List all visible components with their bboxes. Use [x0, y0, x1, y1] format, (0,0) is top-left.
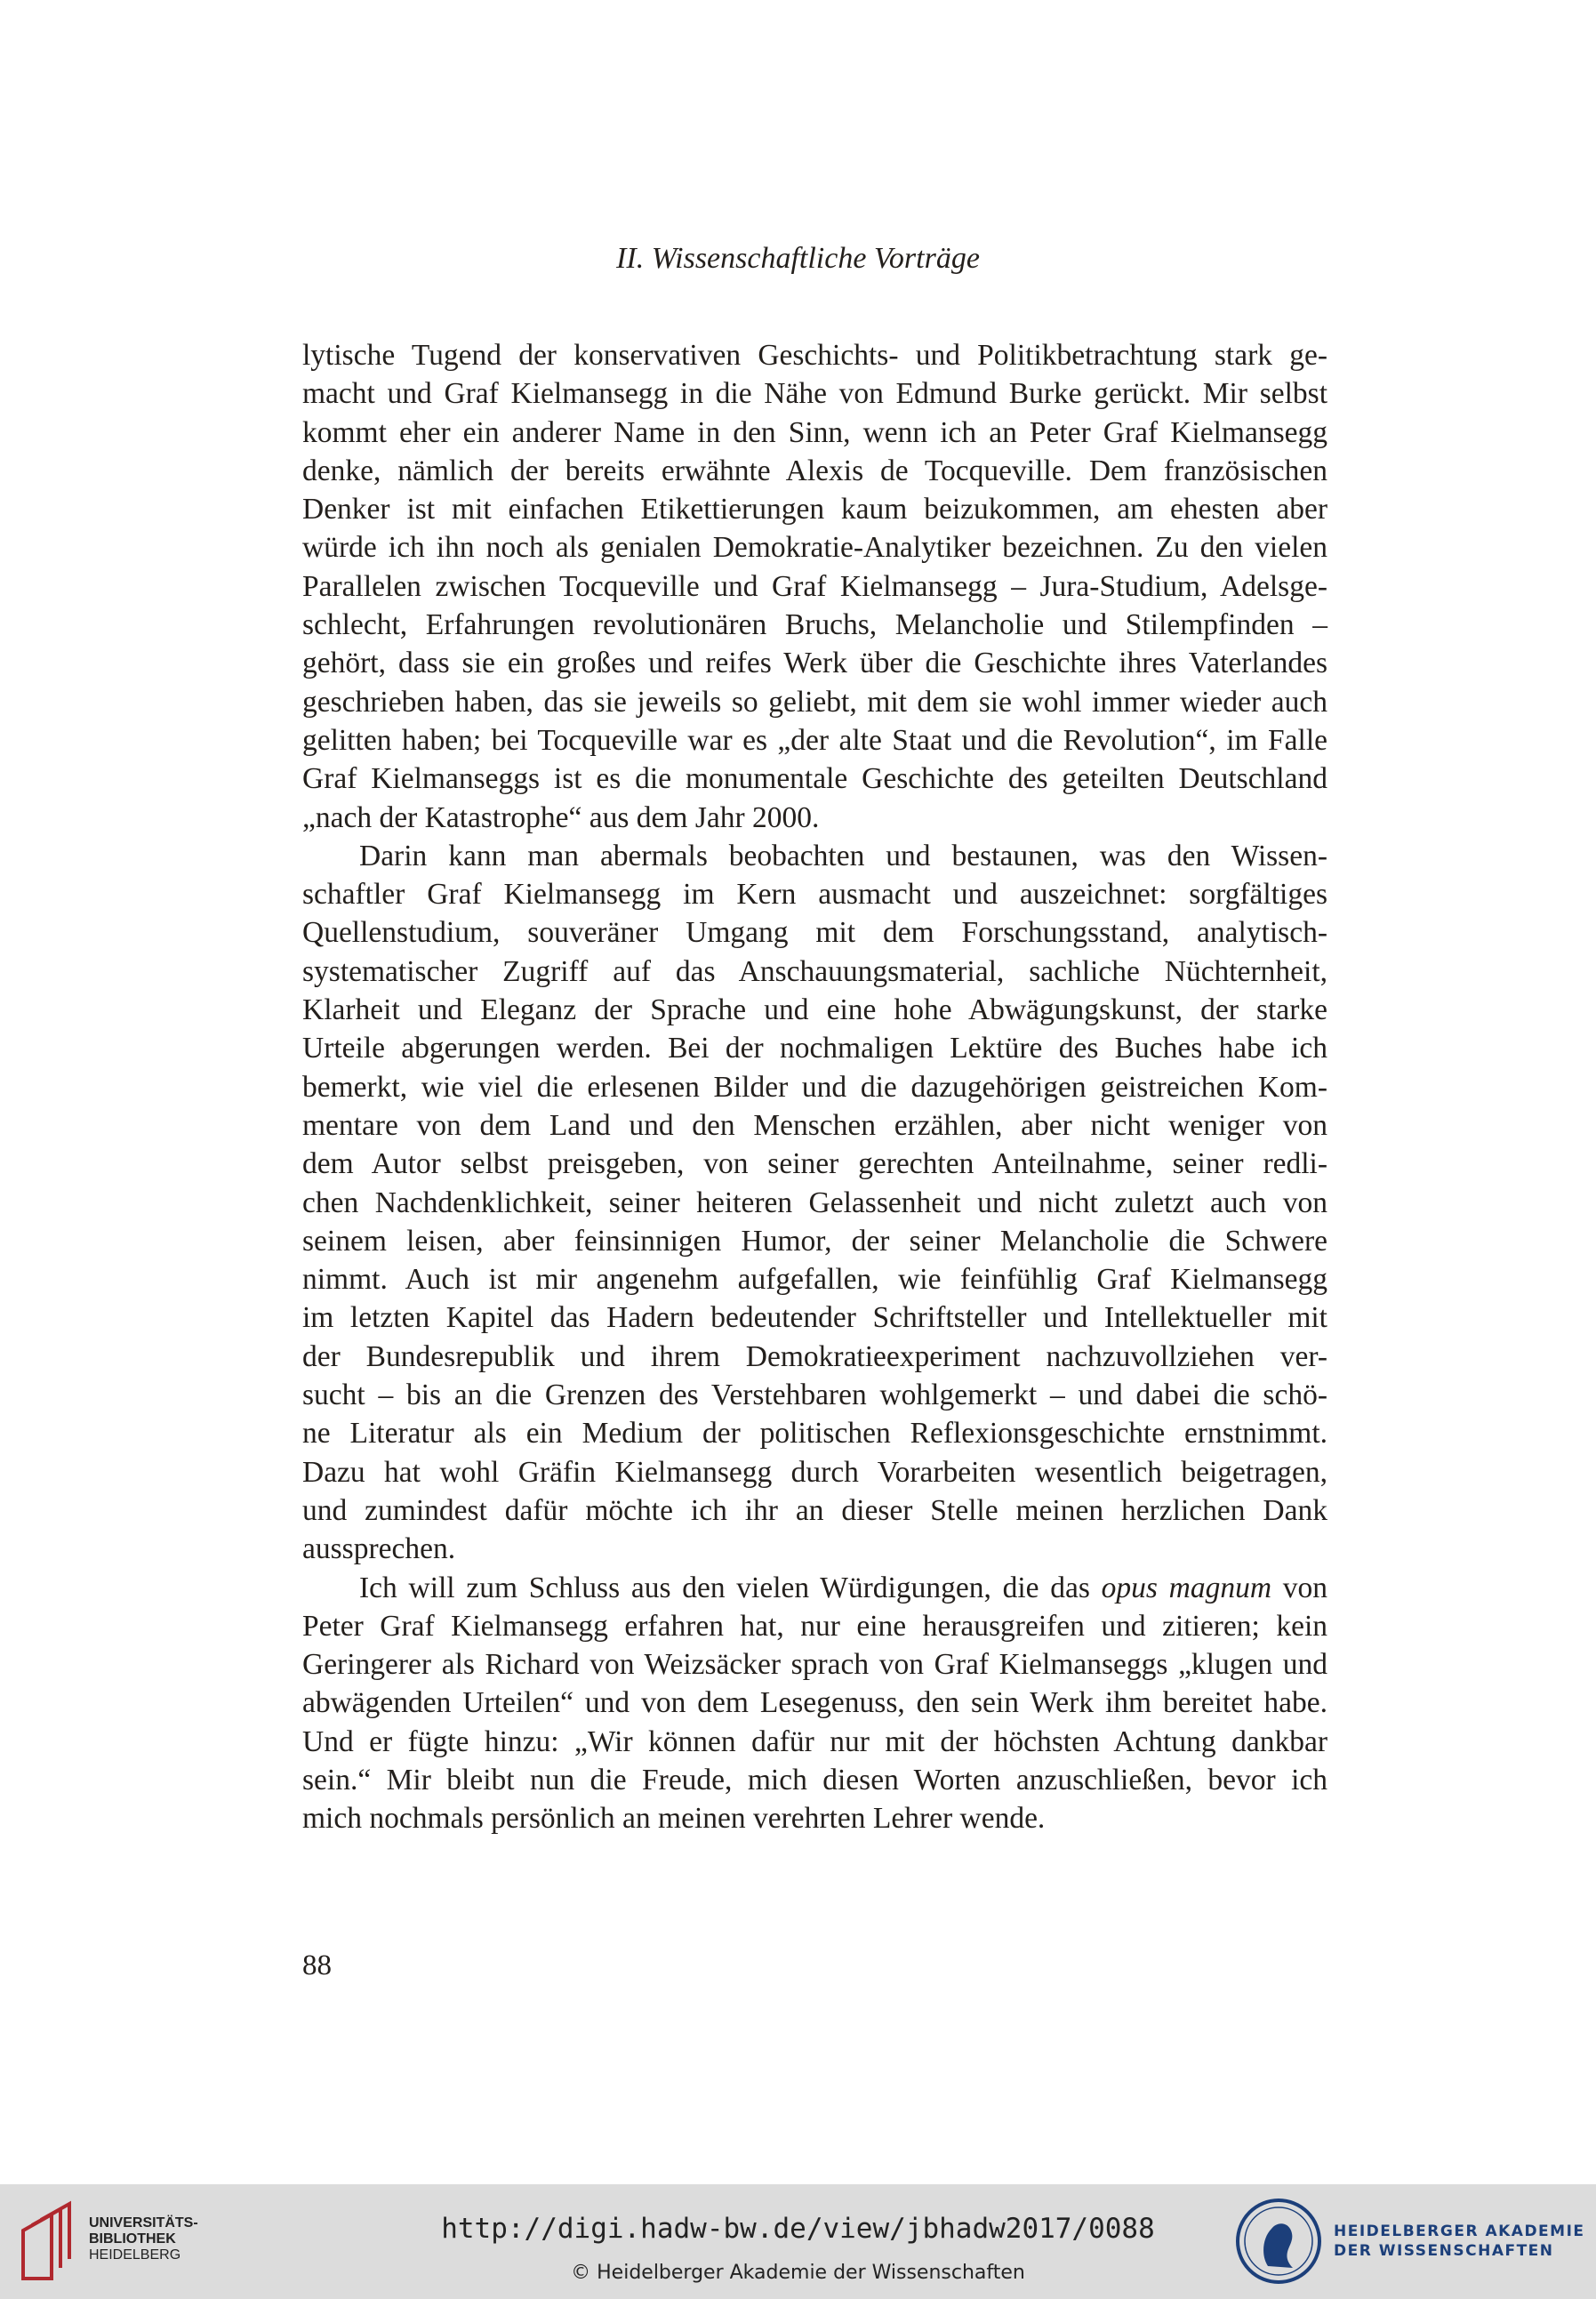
- text-line: aussprechen.: [302, 1532, 456, 1566]
- text-line: und zumindest dafür möchte ich ihr an dieser Stelle meinen herzlichen Dank: [302, 1493, 1327, 1527]
- text-line: lytische Tugend der konservativen Geschichts- und Politikbetrachtung stark ge-: [302, 339, 1327, 372]
- academy-seal-icon: [1234, 2197, 1323, 2286]
- text-run: von: [1282, 1571, 1328, 1604]
- library-name-line: HEIDELBERG: [89, 2247, 181, 2263]
- text-line: [302, 1569, 1327, 1607]
- body-text: [302, 336, 1327, 1838]
- text-line: sucht – bis an die Grenzen des Verstehbaren wohlgemerkt – und dabei die schö-: [302, 1379, 1327, 1412]
- text-line: Graf Kielmanseggs ist es die monumentale Geschichte des geteilten Deutschland: [302, 762, 1327, 796]
- text-line: würde ich ihn noch als genialen Demokratie-Analytiker bezeichnen. Zu den vielen: [302, 531, 1327, 565]
- text-line: nimmt. Auch ist mir angenehm aufgefallen, wie feinfühlig Graf Kielmansegg: [302, 1263, 1327, 1297]
- academy-name-line: HEIDELBERGER AKADEMIE: [1334, 2223, 1585, 2240]
- text-line: seinem leisen, aber feinsinnigen Humor, der seiner Melancholie die Schwere: [302, 1224, 1327, 1258]
- text-line: schlecht, Erfahrungen revolutionären Bruchs, Melancholie und Stilempfinden –: [302, 608, 1327, 642]
- text-line: systematischer Zugriff auf das Anschauungsmaterial, sachliche Nüchternheit,: [302, 954, 1327, 988]
- text-line: bemerkt, wie viel die erlesenen Bilder und die dazugehörigen geistreichen Kom-: [302, 1070, 1327, 1104]
- text-line: Parallelen zwischen Tocqueville und Graf Kielmansegg – Jura-Studium, Adelsge-: [302, 569, 1327, 603]
- text-line: Peter Graf Kielmansegg erfahren hat, nur eine herausgreifen und zitieren; kein: [302, 1609, 1327, 1643]
- text-line: chen Nachdenklichkeit, seiner heiteren Gelassenheit und nicht zuletzt auch von: [302, 1186, 1327, 1219]
- text-line: Urteile abgerungen werden. Bei der nochmaligen Lektüre des Buches habe ich: [302, 1032, 1327, 1065]
- footer-bar: [0, 2184, 1596, 2299]
- text-line: Und er fügte hinzu: „Wir können dafür nur mit der höchsten Achtung dankbar: [302, 1724, 1327, 1758]
- library-name-line: UNIVERSITÄTS-: [89, 2215, 198, 2231]
- academy-name-line: DER WISSENSCHAFTEN: [1334, 2242, 1554, 2260]
- text-line: denke, nämlich der bereits erwähnte Alexis de Tocqueville. Dem französischen: [302, 454, 1327, 487]
- text-line: Quellenstudium, souveräner Umgang mit dem Forschungsstand, analytisch-: [302, 916, 1327, 950]
- text-line: mentare von dem Land und den Menschen erzählen, aber nicht weniger von: [302, 1108, 1327, 1142]
- text-run: Ich will zum Schluss aus den vielen Würdigungen, die das: [359, 1571, 1090, 1604]
- text-line: mich nochmals persönlich an meinen verehrten Lehrer wende.: [302, 1802, 1046, 1836]
- text-line: im letzten Kapitel das Hadern bedeutender Schriftsteller und Intellektueller mit: [302, 1301, 1327, 1335]
- permalink-url[interactable]: http://digi.hadw-bw.de/view/jbhadw2017/0088: [441, 2213, 1155, 2245]
- text-line: Dazu hat wohl Gräfin Kielmansegg durch Vorarbeiten wesentlich beigetragen,: [302, 1455, 1327, 1489]
- page-number: 88: [302, 1949, 332, 1981]
- text-line: „nach der Katastrophe“ aus dem Jahr 2000.: [302, 800, 820, 834]
- text-line: dem Autor selbst preisgeben, von seiner gerechten Anteilnahme, seiner redli-: [302, 1147, 1327, 1181]
- text-line: sein.“ Mir bleibt nun die Freude, mich diesen Worten anzuschließen, bevor ich: [302, 1763, 1327, 1797]
- copyright-notice: © Heidelberger Akademie der Wissenschaften: [571, 2262, 1025, 2284]
- text-line: geschrieben haben, das sie jeweils so geliebt, mit dem sie wohl immer wieder auch: [302, 685, 1327, 719]
- text-line: ne Literatur als ein Medium der politischen Reflexionsgeschichte ernstnimmt.: [302, 1417, 1327, 1451]
- text-line: Geringerer als Richard von Weizsäcker sprach von Graf Kielmanseggs „klugen und: [302, 1648, 1327, 1682]
- text-line: Klarheit und Eleganz der Sprache und eine hohe Abwägungskunst, der starke: [302, 993, 1327, 1027]
- text-line: Darin kann man abermals beobachten und bestaunen, was den Wissen-: [359, 839, 1327, 872]
- text-line: macht und Graf Kielmansegg in die Nähe von Edmund Burke gerückt. Mir selbst: [302, 377, 1327, 411]
- text-line: der Bundesrepublik und ihrem Demokratieexperiment nachzuvollziehen ver-: [302, 1339, 1327, 1373]
- text-line: schaftler Graf Kielmansegg im Kern ausmacht und auszeichnet: sorgfältiges: [302, 878, 1327, 912]
- text-line: abwägenden Urteilen“ und von dem Lesegenuss, den sein Werk ihm bereitet habe.: [302, 1686, 1327, 1720]
- text-line: gelitten haben; bei Tocqueville war es „der alte Staat und die Revolution“, im Falle: [302, 723, 1327, 757]
- text-line: gehört, dass sie ein großes und reifes Werk über die Geschichte ihres Vaterlandes: [302, 647, 1327, 680]
- text-line: kommt eher ein anderer Name in den Sinn, wenn ich an Peter Graf Kielmansegg: [302, 415, 1327, 449]
- italic-term: opus magnum: [1101, 1571, 1272, 1604]
- text-line: Denker ist mit einfachen Etikettierungen kaum beizukommen, am ehesten aber: [302, 493, 1327, 527]
- running-head: II. Wissenschaftliche Vorträge: [616, 242, 980, 275]
- academy-name: [1334, 2222, 1585, 2261]
- library-name-line: BIBLIOTHEK: [89, 2231, 176, 2247]
